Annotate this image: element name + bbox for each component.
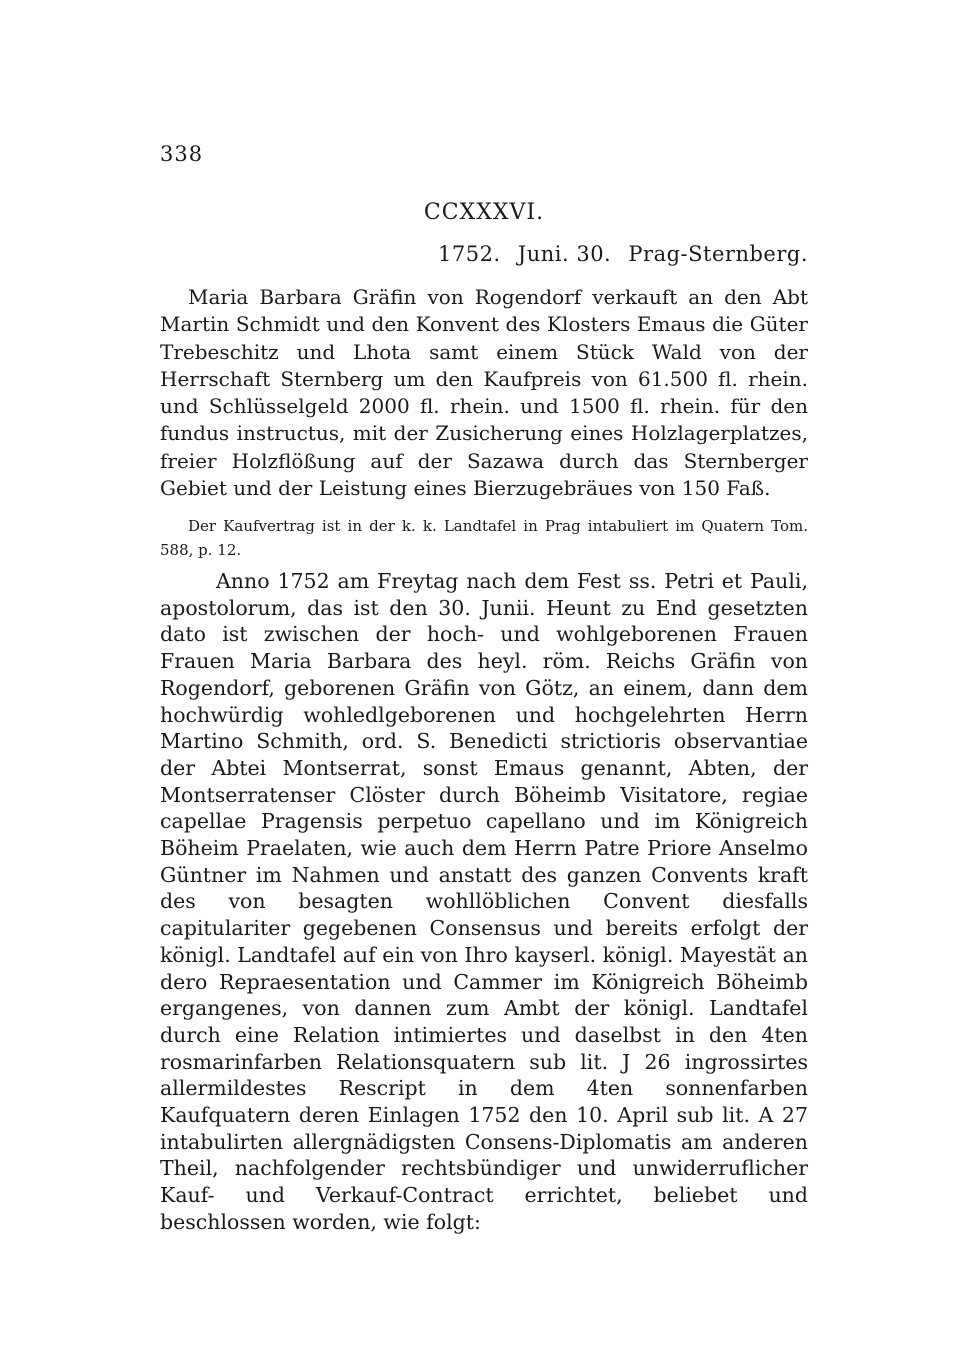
document-text: Anno 1752 am Freytag nach dem Fest ss. Petri et Pauli, apostolorum, das ist den 30. Junii. Heunt zu End gesetzten dato ist zwischen der hoch- und wohlgeborenen Frauen Frauen Maria Barbara des heyl. röm. Reichs Gräfin von Rogendorf, geborenen Gräfin von Götz, an einem, dann dem hochwürdig wohledlgeborenen und hochgelehrten Herrn Martino Schmith, ord. S. Benedicti strictioris observantiae der Abtei Montserrat, sonst Emaus genannt, Abten, der Montserratenser Clöster durch Böheimb Visitatore, regiae capellae Pragensis perpetuo capellano und im Königreich Böheim Praelaten, wie auch dem Herrn Patre Priore Anselmo Güntner im Nahmen und anstatt des ganzen Convents kraft des von besagten wohllöblichen Convent diesfalls capitulariter gegebenen Consensus und bereits erfolgt der königl. Landtafel auf ein von Ihro kayserl. königl. Mayestät an dero Repraesentation und Cammer im Königreich Böheimb ergangenes, von dannen zum Ambt der königl. Landtafel durch eine Relation intimiertes und daselbst in den 4ten rosmarinfarben Relationsquatern sub lit. J 26 ingrossirtes allermildestes Rescript in dem 4ten sonnenfarben Kaufquatern deren Einlagen 1752 den 10. April sub lit. A 27 intabulirten allergnädigsten Consens-Diplomatis am anderen Theil, nachfolgender rechtsbündiger und unwiderruflicher Kauf- und Verkauf-Contract errichtet, beliebet und beschlossen worden, wie folgt: [160, 569, 808, 1234]
regest-paragraph: Maria Barbara Gräfin von Rogendorf verkauft an den Abt Martin Schmidt und den Konvent des Klosters Emaus die Güter Trebeschitz und Lhota samt einem Stück Wald von der Herrschaft Sternberg um den Kaufpreis von 61.500 fl. rhein. und Schlüsselgeld 2000 fl. rhein. und 1500 fl. rhein. für den fundus instructus, mit der Zusicherung eines Holzlagerplatzes, freier Holzflößung auf der Sazawa durch das Sternberger Gebiet und der Leistung eines Bierzugebräues von 150 Faß. [160, 285, 808, 501]
document-heading: CCXXXVI. [423, 200, 545, 225]
dateline [428, 242, 808, 266]
dateline-year: 1752. [437, 242, 501, 266]
dateline-date: Juni. 30. [517, 242, 612, 266]
dateline-place: Prag-Sternberg. [628, 242, 808, 266]
source-note: Der Kaufvertrag ist in der k. k. Landtafel in Prag intabuliert im Quatern Tom. 588, p. 12. [160, 517, 808, 559]
page-number: 338 [160, 142, 204, 166]
